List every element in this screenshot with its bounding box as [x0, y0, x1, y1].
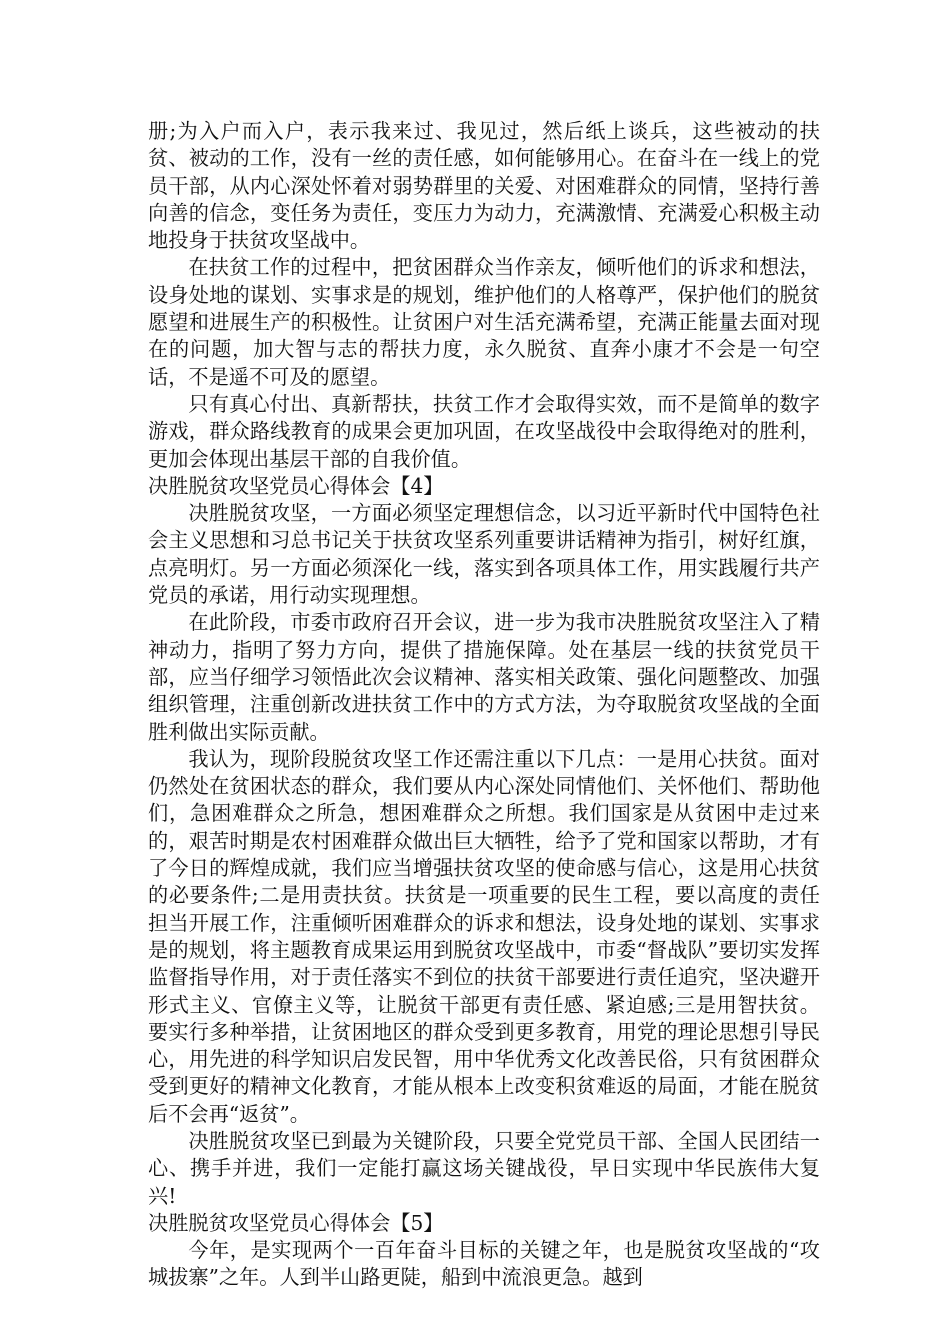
section-heading-4: 决胜脱贫攻坚党员心得体会【4】: [148, 473, 444, 498]
paragraph: 在扶贫工作的过程中，把贫困群众当作亲友，倾听他们的诉求和想法，设身处地的谋划、实事求是的规划，维护他们的人格尊严，保护他们的脱贫愿望和进展生产的积极性。让贫困户对生活充满希望，充满正能量去面对现在的问题，加大智与志的帮扶力度，永久脱贫、直奔小康才不会是一句空话，不是遥不可及的愿望。: [148, 255, 820, 389]
paragraph: 决胜脱贫攻坚已到最为关键阶段，只要全党党员干部、全国人民团结一心、携手并进，我们一定能打赢这场关键战役，早日实现中华民族伟大复兴!: [148, 1128, 820, 1208]
paragraph: 今年，是实现两个一百年奋斗目标的关键之年，也是脱贫攻坚战的“攻城拔寨”之年。人到半山路更陡，船到中流浪更急。越到: [148, 1238, 820, 1290]
paragraph: 决胜脱贫攻坚，一方面必须坚定理想信念，以习近平新时代中国特色社会主义思想和习总书记关于扶贫攻坚系列重要讲话精神为指引，树好红旗，点亮明灯。另一方面必须深化一线，落实到各项具体工作，用实践履行共产党员的承诺，用行动实现理想。: [148, 501, 820, 608]
paragraph: 在此阶段，市委市政府召开会议，进一步为我市决胜脱贫攻坚注入了精神动力，指明了努力方向，提供了措施保障。处在基层一线的扶贫党员干部，应当仔细学习领悟此次会议精神、落实相关政策、强化问题整改、加强组织管理，注重创新改进扶贫工作中的方式方法，为夺取脱贫攻坚战的全面胜利做出实际贡献。: [148, 610, 820, 744]
paragraph: 我认为，现阶段脱贫攻坚工作还需注重以下几点：一是用心扶贫。面对仍然处在贫困状态的群众，我们要从内心深处同情他们、关怀他们、帮助他们，急困难群众之所急，想困难群众之所想。我们国家是从贫困中走过来的，艰苦时期是农村困难群众做出巨大牺牲，给予了党和国家以帮助，才有了今日的辉煌成就，我们应当增强扶贫攻坚的使命感与信心，这是用心扶贫的必要条件;二是用责扶贫。扶贫是一项重要的民生工程，要以高度的责任担当开展工作，注重倾听困难群众的诉求和想法，设身处地的谋划、实事求是的规划，将主题教育成果运用到脱贫攻坚战中，市委“督战队”要切实发挥监督指导作用，对于责任落实不到位的扶贫干部要进行责任追究，坚决避开形式主义、官僚主义等，让脱贫干部更有责任感、紧迫感;三是用智扶贫。要实行多种举措，让贫困地区的群众受到更多教育，用党的理论思想引导民心，用先进的科学知识启发民智，用中华优秀文化改善民俗，只有贫困群众受到更好的精神文化教育，才能从根本上改变积贫难返的局面，才能在脱贫后不会再“返贫”。: [148, 746, 820, 1126]
document-body: [148, 118, 820, 1292]
paragraph-continued: 册;为入户而入户，表示我来过、我见过，然后纸上谈兵，这些被动的扶贫、被动的工作，没有一丝的责任感，如何能够用心。在奋斗在一线上的党员干部，从内心深处怀着对弱势群里的关爱、对困难群众的同情，坚持行善向善的信念，变任务为责任，变压力为动力，充满激情、充满爱心积极主动地投身于扶贫攻坚战中。: [148, 119, 820, 253]
section-heading-5: 决胜脱贫攻坚党员心得体会【5】: [148, 1210, 444, 1235]
paragraph: 只有真心付出、真新帮扶，扶贫工作才会取得实效，而不是简单的数字游戏，群众路线教育的成果会更加巩固，在攻坚战役中会取得绝对的胜利，更加会体现出基层干部的自我价值。: [148, 391, 820, 471]
